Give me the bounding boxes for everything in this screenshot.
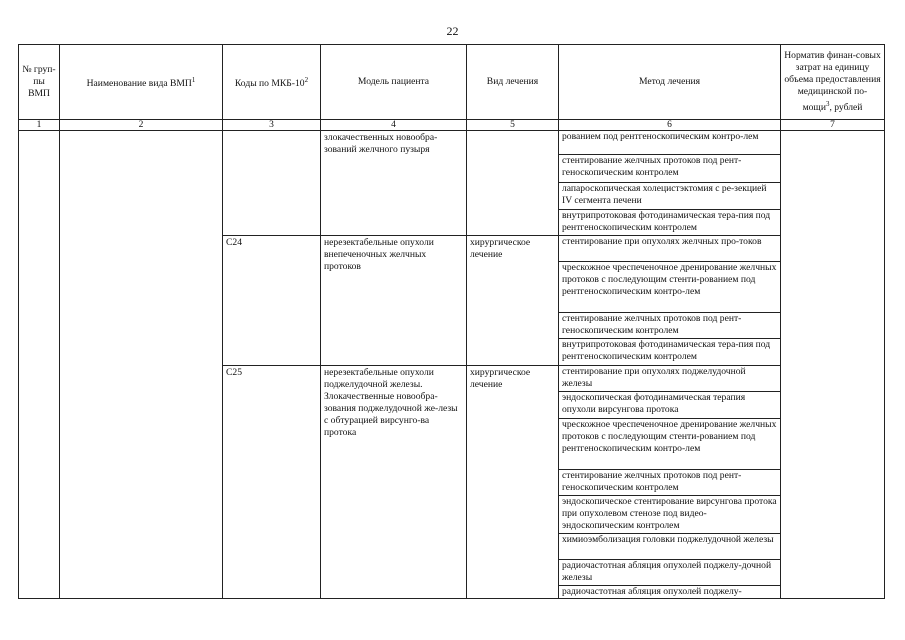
method-item: рованием под рентгеноскопическим контро-лем xyxy=(559,131,780,155)
table-row xyxy=(19,131,885,236)
group-number-cell xyxy=(19,131,60,599)
method-item: стентирование желчных протоков под рент-геноскопическим контролем xyxy=(559,155,780,183)
method-item: чрескожное чреспеченочное дренирование желчных протоков с последующим стенти-рованием под рентгеноскопическим контро-лем xyxy=(559,262,780,313)
header-row xyxy=(19,45,885,120)
method-item: эндоскопическое стентирование вирсунгова протока при опухолевом стенозе под видео-эндоскопическим контролем xyxy=(559,496,780,534)
method-item: стентирование желчных протоков под рент-геноскопическим контролем xyxy=(559,313,780,339)
header-cost-norm: Норматив финан-совых затрат на единицу объема предоставления медицинской по-мощи$^3$, рублей xyxy=(781,45,885,120)
column-numbers-row xyxy=(19,120,885,131)
treatment-methods-cell xyxy=(559,366,781,599)
vmp-name-cell xyxy=(60,131,223,599)
column-number: 5 xyxy=(467,120,559,131)
icd-code-cell xyxy=(223,131,321,236)
method-item: стентирование при опухолях желчных про-токов xyxy=(559,236,780,262)
column-number: 2 xyxy=(60,120,223,131)
patient-model-cell: злокачественных новообра-зований желчного пузыря xyxy=(321,131,467,236)
treatment-type-cell: хирургическое лечение xyxy=(467,236,559,366)
header-treatment-method: Метод лечения xyxy=(559,45,781,120)
icd-code-cell: C25 xyxy=(223,366,321,599)
method-item: радиочастотная абляция опухолей поджелу- xyxy=(562,586,742,597)
header-patient-model: Модель пациента xyxy=(321,45,467,120)
method-item: радиочастотная абляция опухолей поджелу-дочной железы xyxy=(559,560,780,586)
header-group-number: № груп-пы ВМП xyxy=(19,45,60,120)
header-vmp-name: Наименование вида ВМП$^1$ xyxy=(60,45,223,120)
treatment-type-cell xyxy=(467,131,559,236)
method-item: чрескожное чреспеченочное дренирование желчных протоков с последующим стенти-рованием под рентгеноскопическим контро-лем xyxy=(559,419,780,470)
treatment-methods-cell xyxy=(559,236,781,366)
column-number: 7 xyxy=(781,120,885,131)
method-item: внутрипротоковая фотодинамическая тера-пия под рентгеноскопическим контролем xyxy=(562,210,771,233)
patient-model-cell: нерезектабельные опухоли поджелудочной железы. Злокачественные новообра-зования поджелудочной же-лезы с обтурацией вирсунго-ва протока xyxy=(321,366,467,599)
icd-code-cell: C24 xyxy=(223,236,321,366)
method-item: химиоэмболизация головки поджелудочной железы xyxy=(559,534,780,560)
treatment-type-cell: хирургическое лечение xyxy=(467,366,559,599)
method-item: стентирование при опухолях поджелудочной железы xyxy=(559,366,780,392)
column-number: 1 xyxy=(19,120,60,131)
method-item: внутрипротоковая фотодинамическая тера-пия под рентгеноскопическим контролем xyxy=(562,339,771,362)
patient-model-cell: нерезектабельные опухоли внепеченочных желчных протоков xyxy=(321,236,467,366)
cost-norm-cell xyxy=(781,131,885,599)
header-treatment-type: Вид лечения xyxy=(467,45,559,120)
column-number: 6 xyxy=(559,120,781,131)
column-number: 4 xyxy=(321,120,467,131)
treatment-methods-cell xyxy=(559,131,781,236)
column-number: 3 xyxy=(223,120,321,131)
header-icd-codes: Коды по МКБ-$10^2$ xyxy=(223,45,321,120)
method-item: стентирование желчных протоков под рент-геноскопическим контролем xyxy=(559,470,780,496)
vmp-table xyxy=(18,44,885,599)
method-item: лапароскопическая холецистэктомия с ре-зекцией IV сегмента печени xyxy=(559,183,780,210)
method-item: эндоскопическая фотодинамическая терапия опухоли вирсунгова протока xyxy=(559,392,780,419)
page-number: 22 xyxy=(446,24,459,38)
